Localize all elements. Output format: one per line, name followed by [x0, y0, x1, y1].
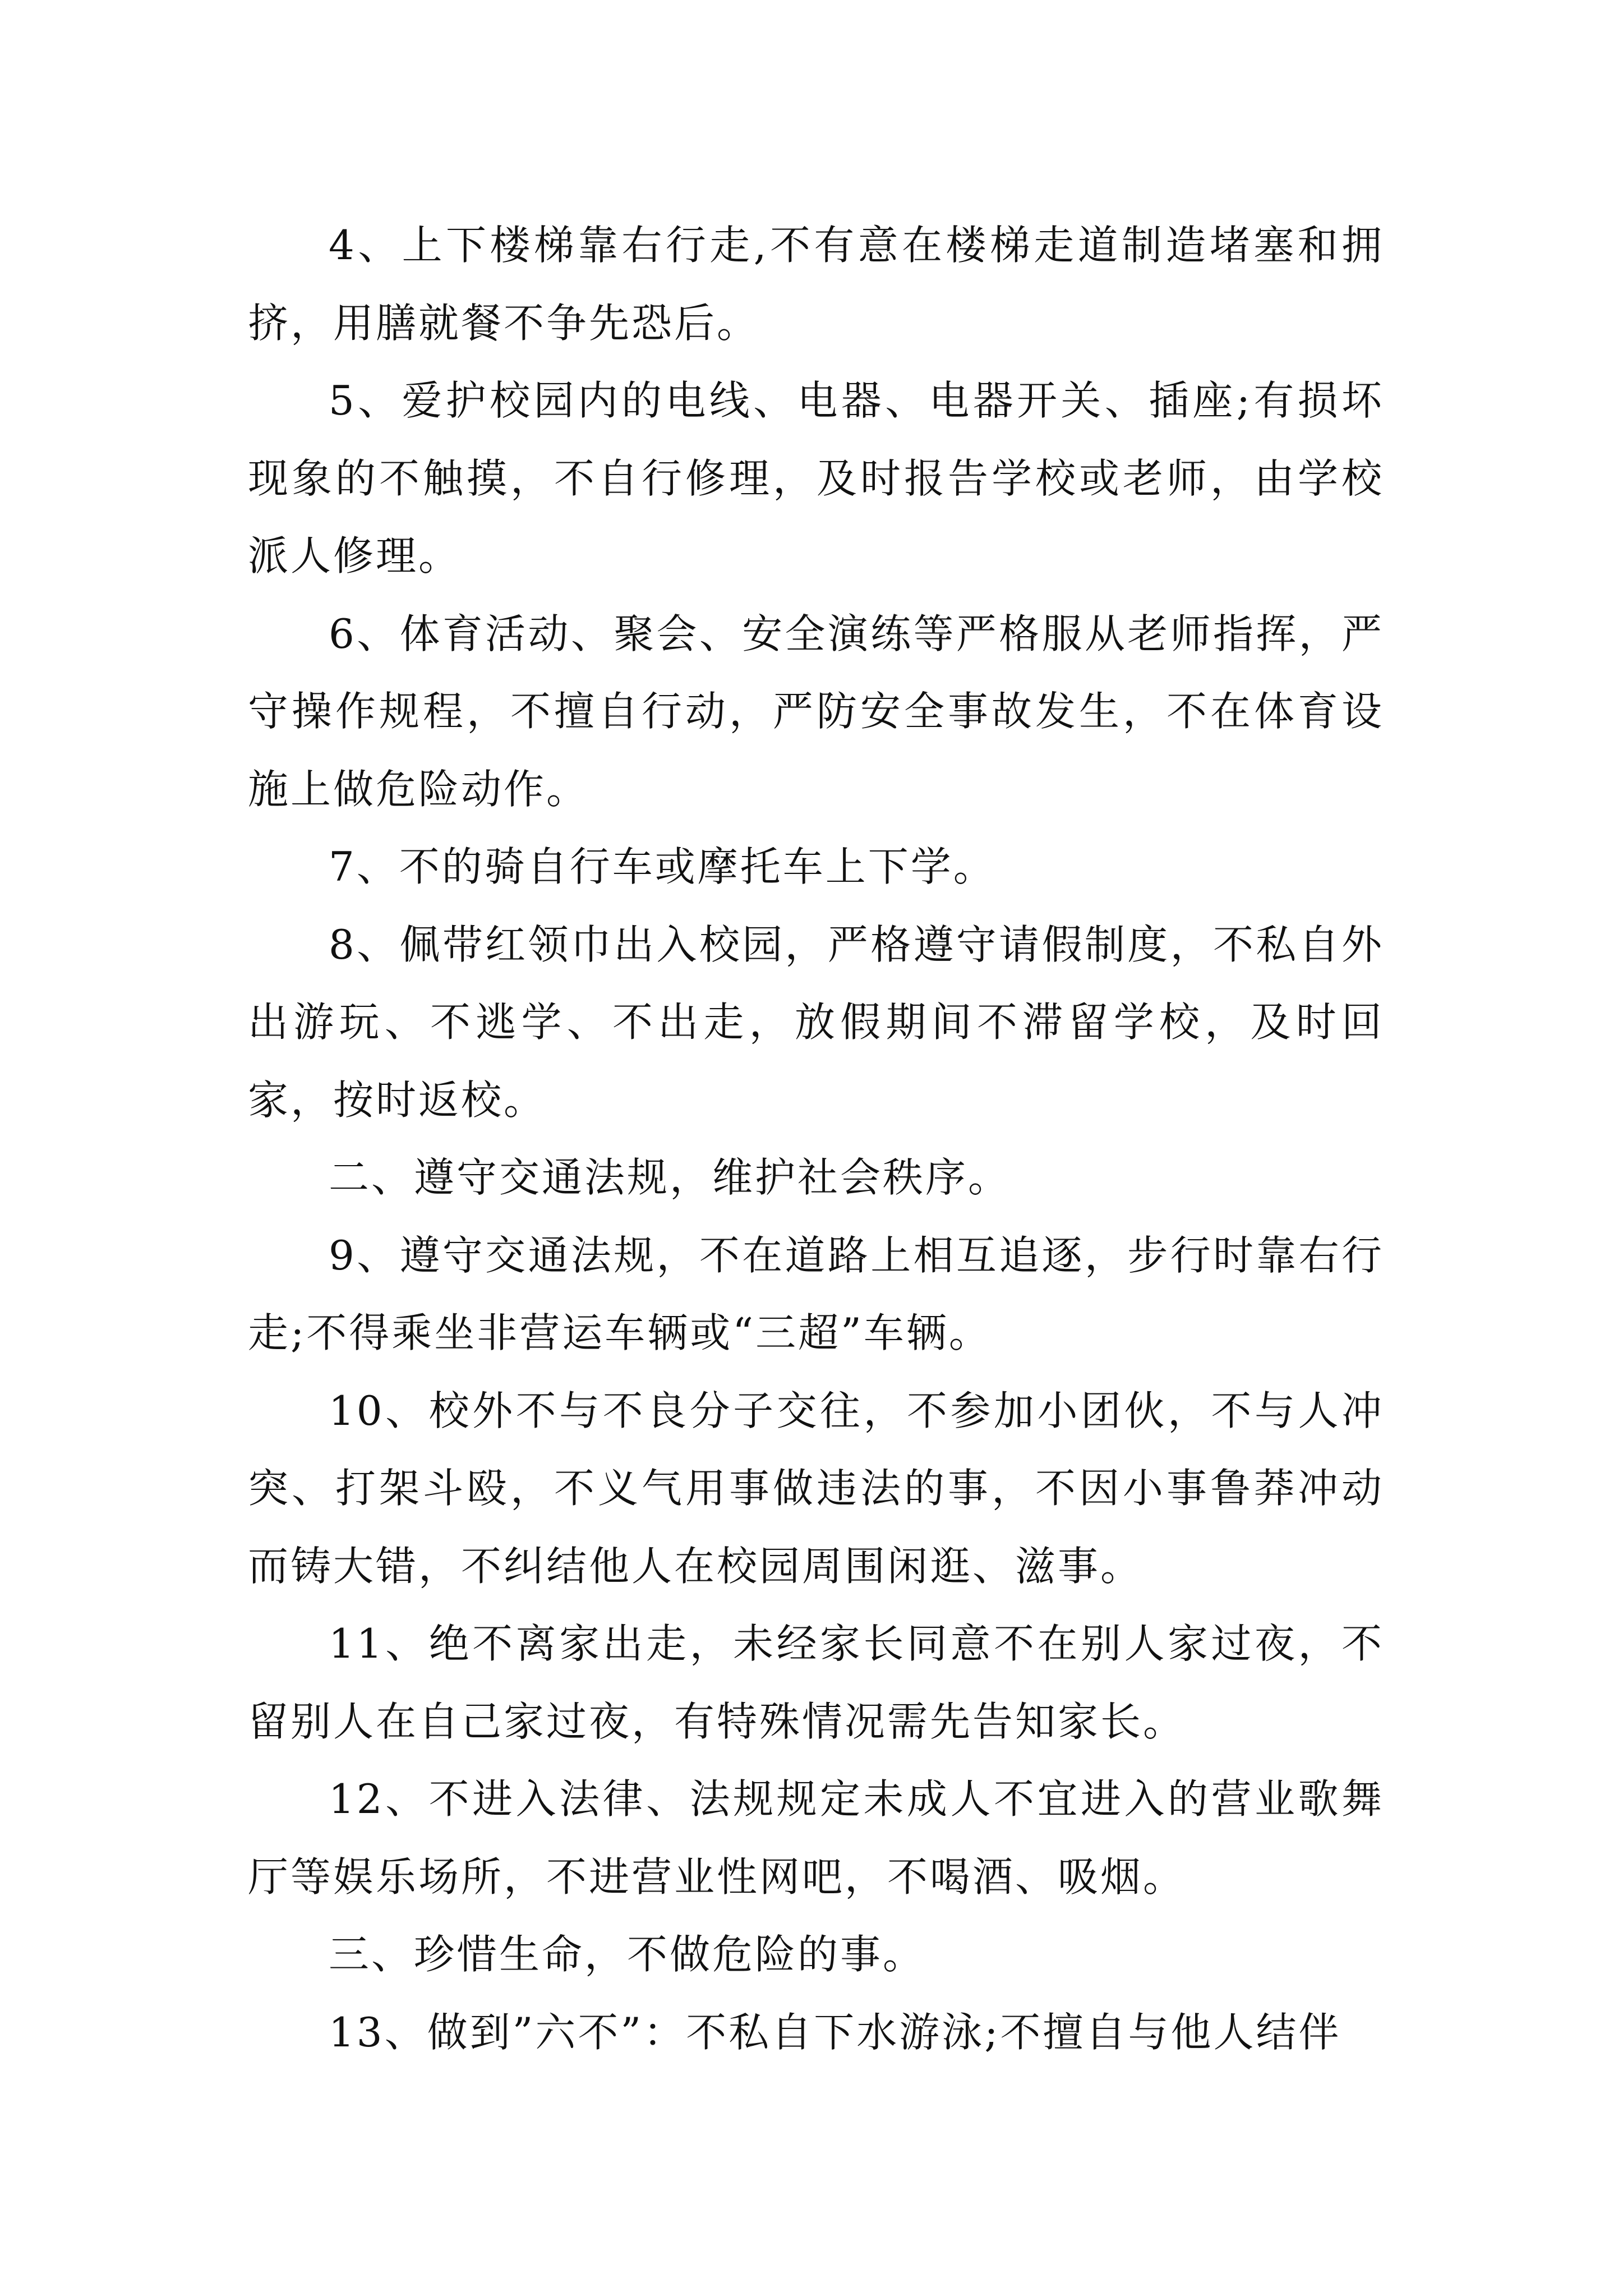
- paragraph-item-12: 12、不进入法律、法规规定未成人不宜进入的营业歌舞厅等娱乐场所，不进营业性网吧，不喝酒、吸烟。: [248, 1775, 1384, 1901]
- paragraph-item-11: 11、绝不离家出走，未经家长同意不在别人家过夜，不留别人在自己家过夜，有特殊情况需先告知家长。: [248, 1620, 1384, 1745]
- document-body: [248, 206, 1384, 2071]
- paragraph-item-10: 10、校外不与不良分子交往，不参加小团伙，不与人冲突、打架斗殴，不义气用事做违法的事，不因小事鲁莽冲动而铸大错，不纠结他人在校园周围闲逛、滋事。: [248, 1387, 1384, 1590]
- paragraph-item-9: 9、遵守交通法规，不在道路上相互追逐，步行时靠右行走;不得乘坐非营运车辆或“三超”车辆。: [248, 1231, 1384, 1356]
- paragraph-item-4: 4、上下楼梯靠右行走,不有意在楼梯走道制造堵塞和拥挤，用膳就餐不争先恐后。: [248, 222, 1384, 347]
- paragraph-item-6: 6、体育活动、聚会、安全演练等严格服从老师指挥，严守操作规程，不擅自行动，严防安全事故发生，不在体育设施上做危险动作。: [248, 610, 1384, 813]
- section-heading-3: 三、珍惜生命，不做危险的事。: [329, 1931, 926, 1978]
- section-heading-2: 二、遵守交通法规，维护社会秩序。: [329, 1154, 1011, 1201]
- paragraph-item-13: 13、做到”六不”：不私自下水游泳;不擅自与他人结伴: [329, 2008, 1341, 2056]
- paragraph-item-5: 5、爱护校园内的电线、电器、电器开关、插座;有损坏现象的不触摸，不自行修理，及时报告学校或老师，由学校派人修理。: [248, 377, 1384, 579]
- paragraph-item-7: 7、不的骑自行车或摩托车上下学。: [329, 843, 996, 890]
- paragraph-item-8: 8、佩带红领巾出入校园，严格遵守请假制度，不私自外出游玩、不逃学、不出走，放假期间不滞留学校，及时回家，按时返校。: [248, 921, 1384, 1124]
